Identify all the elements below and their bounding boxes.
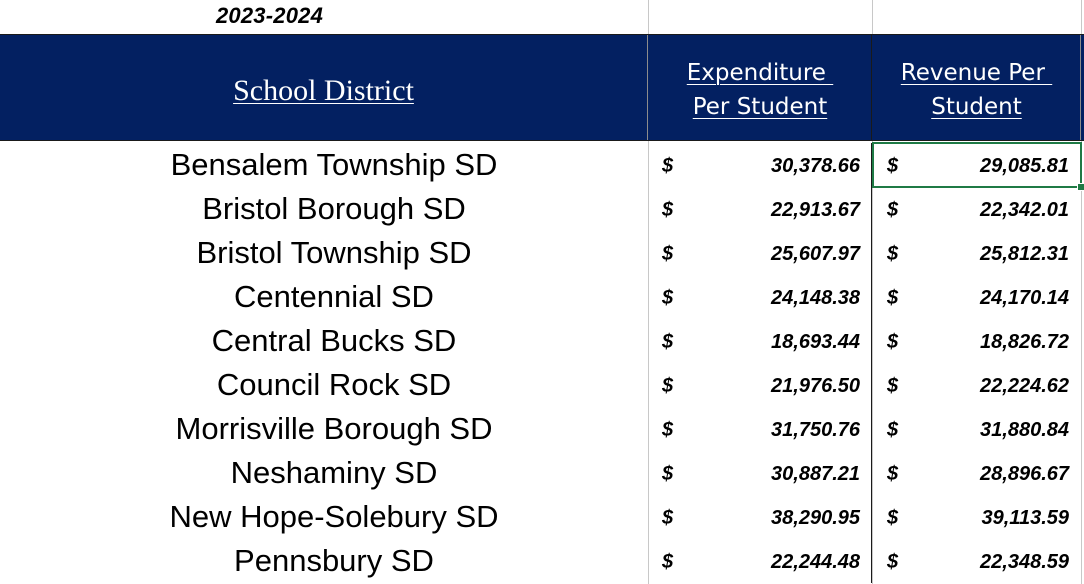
currency-symbol: $: [662, 507, 674, 529]
header-district-label: School District: [233, 73, 414, 107]
table-row: [0, 451, 1084, 495]
expenditure-value: 22,913.67: [771, 199, 860, 221]
header-cell-district[interactable]: [0, 35, 648, 140]
currency-symbol: $: [887, 463, 899, 485]
currency-symbol: $: [662, 243, 674, 265]
header-revenue-label: Revenue Per Student: [900, 59, 1045, 120]
expenditure-cell[interactable]: [649, 363, 872, 407]
currency-symbol: $: [887, 375, 899, 397]
district-cell[interactable]: Central Bucks SD: [211, 323, 457, 358]
currency-symbol: $: [662, 155, 674, 177]
title-cell[interactable]: [0, 0, 648, 34]
currency-symbol: $: [662, 463, 674, 485]
table-row: [0, 231, 1084, 275]
expenditure-cell[interactable]: [649, 187, 872, 231]
currency-symbol: $: [662, 287, 674, 309]
revenue-cell[interactable]: [873, 363, 1081, 407]
revenue-value: 24,170.14: [980, 287, 1069, 309]
revenue-cell[interactable]: [873, 539, 1081, 583]
expenditure-value: 21,976.50: [771, 375, 860, 397]
table-row: [0, 187, 1084, 231]
currency-symbol: $: [887, 243, 899, 265]
district-cell[interactable]: Neshaminy SD: [230, 455, 438, 490]
header-cell-revenue[interactable]: [873, 35, 1081, 140]
table-row: [0, 319, 1084, 363]
expenditure-value: 22,244.48: [771, 551, 860, 573]
data-rows: [0, 143, 1084, 583]
revenue-cell[interactable]: [873, 275, 1081, 319]
header-cell-expenditure[interactable]: [649, 35, 872, 140]
currency-symbol: $: [887, 287, 899, 309]
district-cell[interactable]: Morrisville Borough SD: [175, 411, 493, 446]
currency-symbol: $: [662, 331, 674, 353]
year-title: 2023-2024: [216, 3, 324, 28]
expenditure-cell[interactable]: [649, 539, 872, 583]
table-row: [0, 363, 1084, 407]
district-cell[interactable]: Bristol Borough SD: [202, 191, 466, 226]
expenditure-cell[interactable]: [649, 495, 872, 539]
currency-symbol: $: [887, 419, 899, 441]
currency-symbol: $: [887, 331, 899, 353]
table-row: [0, 539, 1084, 583]
revenue-cell[interactable]: [873, 495, 1081, 539]
currency-symbol: $: [887, 551, 899, 573]
header-expenditure-label: Expenditure Per Student: [686, 59, 828, 120]
revenue-cell[interactable]: [873, 451, 1081, 495]
revenue-value: 22,342.01: [980, 199, 1069, 221]
currency-symbol: $: [662, 199, 674, 221]
table-row: [0, 275, 1084, 319]
expenditure-value: 30,887.21: [771, 463, 860, 485]
expenditure-value: 24,148.38: [771, 287, 860, 309]
revenue-value: 29,085.81: [980, 155, 1069, 177]
district-cell[interactable]: Bristol Township SD: [196, 235, 472, 270]
fill-handle[interactable]: [1077, 183, 1084, 191]
revenue-value: 31,880.84: [980, 419, 1069, 441]
district-cell[interactable]: Pennsbury SD: [234, 543, 434, 578]
currency-symbol: $: [662, 419, 674, 441]
revenue-cell[interactable]: [873, 231, 1081, 275]
district-cell[interactable]: Council Rock SD: [216, 367, 452, 402]
expenditure-value: 30,378.66: [771, 155, 860, 177]
expenditure-cell[interactable]: [649, 275, 872, 319]
currency-symbol: $: [887, 507, 899, 529]
revenue-cell[interactable]: [873, 319, 1081, 363]
expenditure-value: 38,290.95: [771, 507, 860, 529]
table-row: [0, 407, 1084, 451]
currency-symbol: $: [662, 551, 674, 573]
revenue-value: 22,348.59: [980, 551, 1069, 573]
expenditure-cell[interactable]: [649, 451, 872, 495]
revenue-value: 25,812.31: [980, 243, 1069, 265]
revenue-value: 18,826.72: [980, 331, 1069, 353]
revenue-value: 39,113.59: [981, 507, 1069, 529]
expenditure-cell[interactable]: [649, 143, 872, 187]
expenditure-value: 18,693.44: [771, 331, 860, 353]
district-cell[interactable]: New Hope-Solebury SD: [169, 499, 499, 534]
revenue-cell[interactable]: [873, 143, 1081, 187]
currency-symbol: $: [887, 199, 899, 221]
district-cell[interactable]: Centennial SD: [234, 279, 434, 314]
revenue-value: 28,896.67: [980, 463, 1069, 485]
district-cell[interactable]: Bensalem Township SD: [170, 147, 498, 182]
expenditure-cell[interactable]: [649, 407, 872, 451]
expenditure-value: 31,750.76: [771, 419, 860, 441]
header-row: [0, 34, 1084, 141]
revenue-value: 22,224.62: [980, 375, 1069, 397]
currency-symbol: $: [887, 155, 899, 177]
table-row: [0, 495, 1084, 539]
revenue-cell[interactable]: [873, 187, 1081, 231]
expenditure-value: 25,607.97: [771, 243, 860, 265]
currency-symbol: $: [662, 375, 674, 397]
expenditure-cell[interactable]: [649, 231, 872, 275]
table-row: [0, 143, 1084, 187]
expenditure-cell[interactable]: [649, 319, 872, 363]
revenue-cell[interactable]: [873, 407, 1081, 451]
